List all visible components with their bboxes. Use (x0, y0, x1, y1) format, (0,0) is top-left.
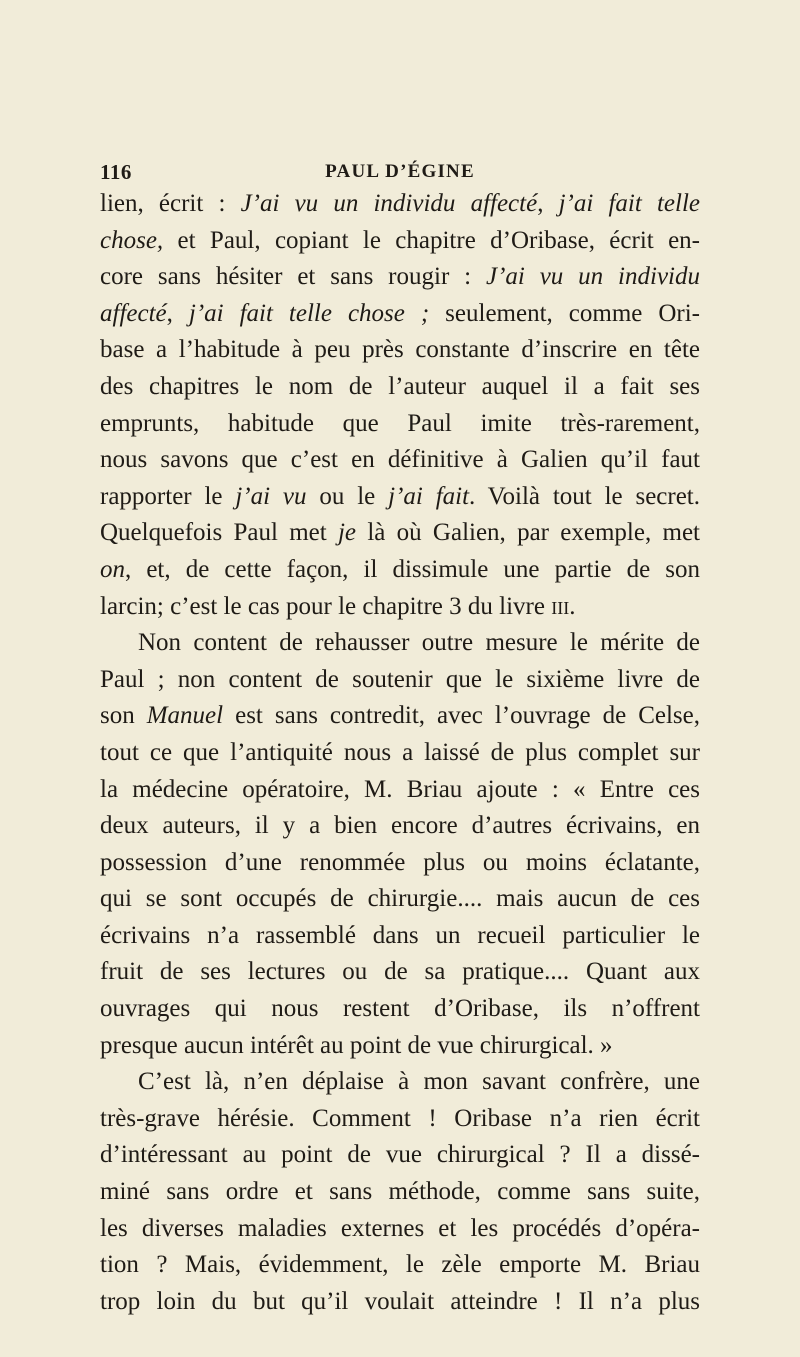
text-line: ouvrages qui nous restent d’Oribase, ils n’offrent (100, 995, 700, 1023)
body-text (100, 186, 700, 1320)
text-line: qui se sont occupés de chirurgie.... mais aucun de ces (100, 885, 700, 913)
text-line: on, et, de cette façon, il dissimule une partie de son (100, 555, 700, 583)
page-number: 116 (100, 160, 132, 184)
text-line: d’intéressant au point de vue chirurgical ? Il a dissé- (100, 1141, 700, 1169)
text-line: Non content de rehausser outre mesure le mérite de (138, 629, 700, 657)
text-line: la médecine opératoire, M. Briau ajoute : « Entre ces (100, 775, 700, 803)
text-line: nous savons que c’est en définitive à Galien qu’il faut (100, 446, 700, 474)
text-line: les diverses maladies externes et les procédés d’opéra- (100, 1214, 700, 1242)
text-line: larcin; c’est le cas pour le chapitre 3 du livre iii. (100, 592, 576, 620)
text-line: C’est là, n’en déplaise à mon savant confrère, une (138, 1068, 700, 1096)
running-head: PAUL D’ÉGINE (325, 161, 475, 182)
text-line: fruit de ses lectures ou de sa pratique.... Quant aux (100, 958, 700, 986)
text-line: son Manuel est sans contredit, avec l’ouvrage de Celse, (100, 702, 700, 730)
text-line: chose, et Paul, copiant le chapitre d’Oribase, écrit en- (100, 226, 700, 254)
text-line: des chapitres le nom de l’auteur auquel il a fait ses (100, 372, 700, 400)
text-line: tion ? Mais, évidemment, le zèle emporte M. Briau (100, 1251, 700, 1279)
text-line: deux auteurs, il y a bien encore d’autres écrivains, en (100, 812, 700, 840)
text-line: affecté, j’ai fait telle chose ; seulement, comme Ori- (100, 299, 700, 327)
text-line: presque aucun intérêt au point de vue chirurgical. » (100, 1031, 613, 1059)
text-line: miné sans ordre et sans méthode, comme sans suite, (100, 1178, 700, 1206)
text-line: rapporter le j’ai vu ou le j’ai fait. Voilà tout le secret. (100, 482, 701, 510)
text-line: possession d’une renommée plus ou moins éclatante, (100, 848, 700, 876)
text-line: emprunts, habitude que Paul imite très-rarement, (100, 409, 700, 437)
text-line: écrivains n’a rassemblé dans un recueil particulier le (100, 921, 700, 949)
text-line: Quelquefois Paul met je là où Galien, par exemple, met (100, 519, 700, 547)
text-line: très-grave hérésie. Comment ! Oribase n’a rien écrit (100, 1104, 700, 1132)
text-line: base a l’habitude à peu près constante d’inscrire en tête (100, 336, 700, 364)
text-line: Paul ; non content de soutenir que le sixième livre de (100, 665, 700, 693)
text-line: trop loin du but qu’il voulait atteindre ! Il n’a plus (100, 1287, 700, 1315)
text-line: core sans hésiter et sans rougir : J’ai vu un individu (100, 263, 700, 291)
text-line: lien, écrit : J’ai vu un individu affecté, j’ai fait telle (100, 190, 700, 217)
text-line: tout ce que l’antiquité nous a laissé de plus complet sur (100, 738, 700, 766)
